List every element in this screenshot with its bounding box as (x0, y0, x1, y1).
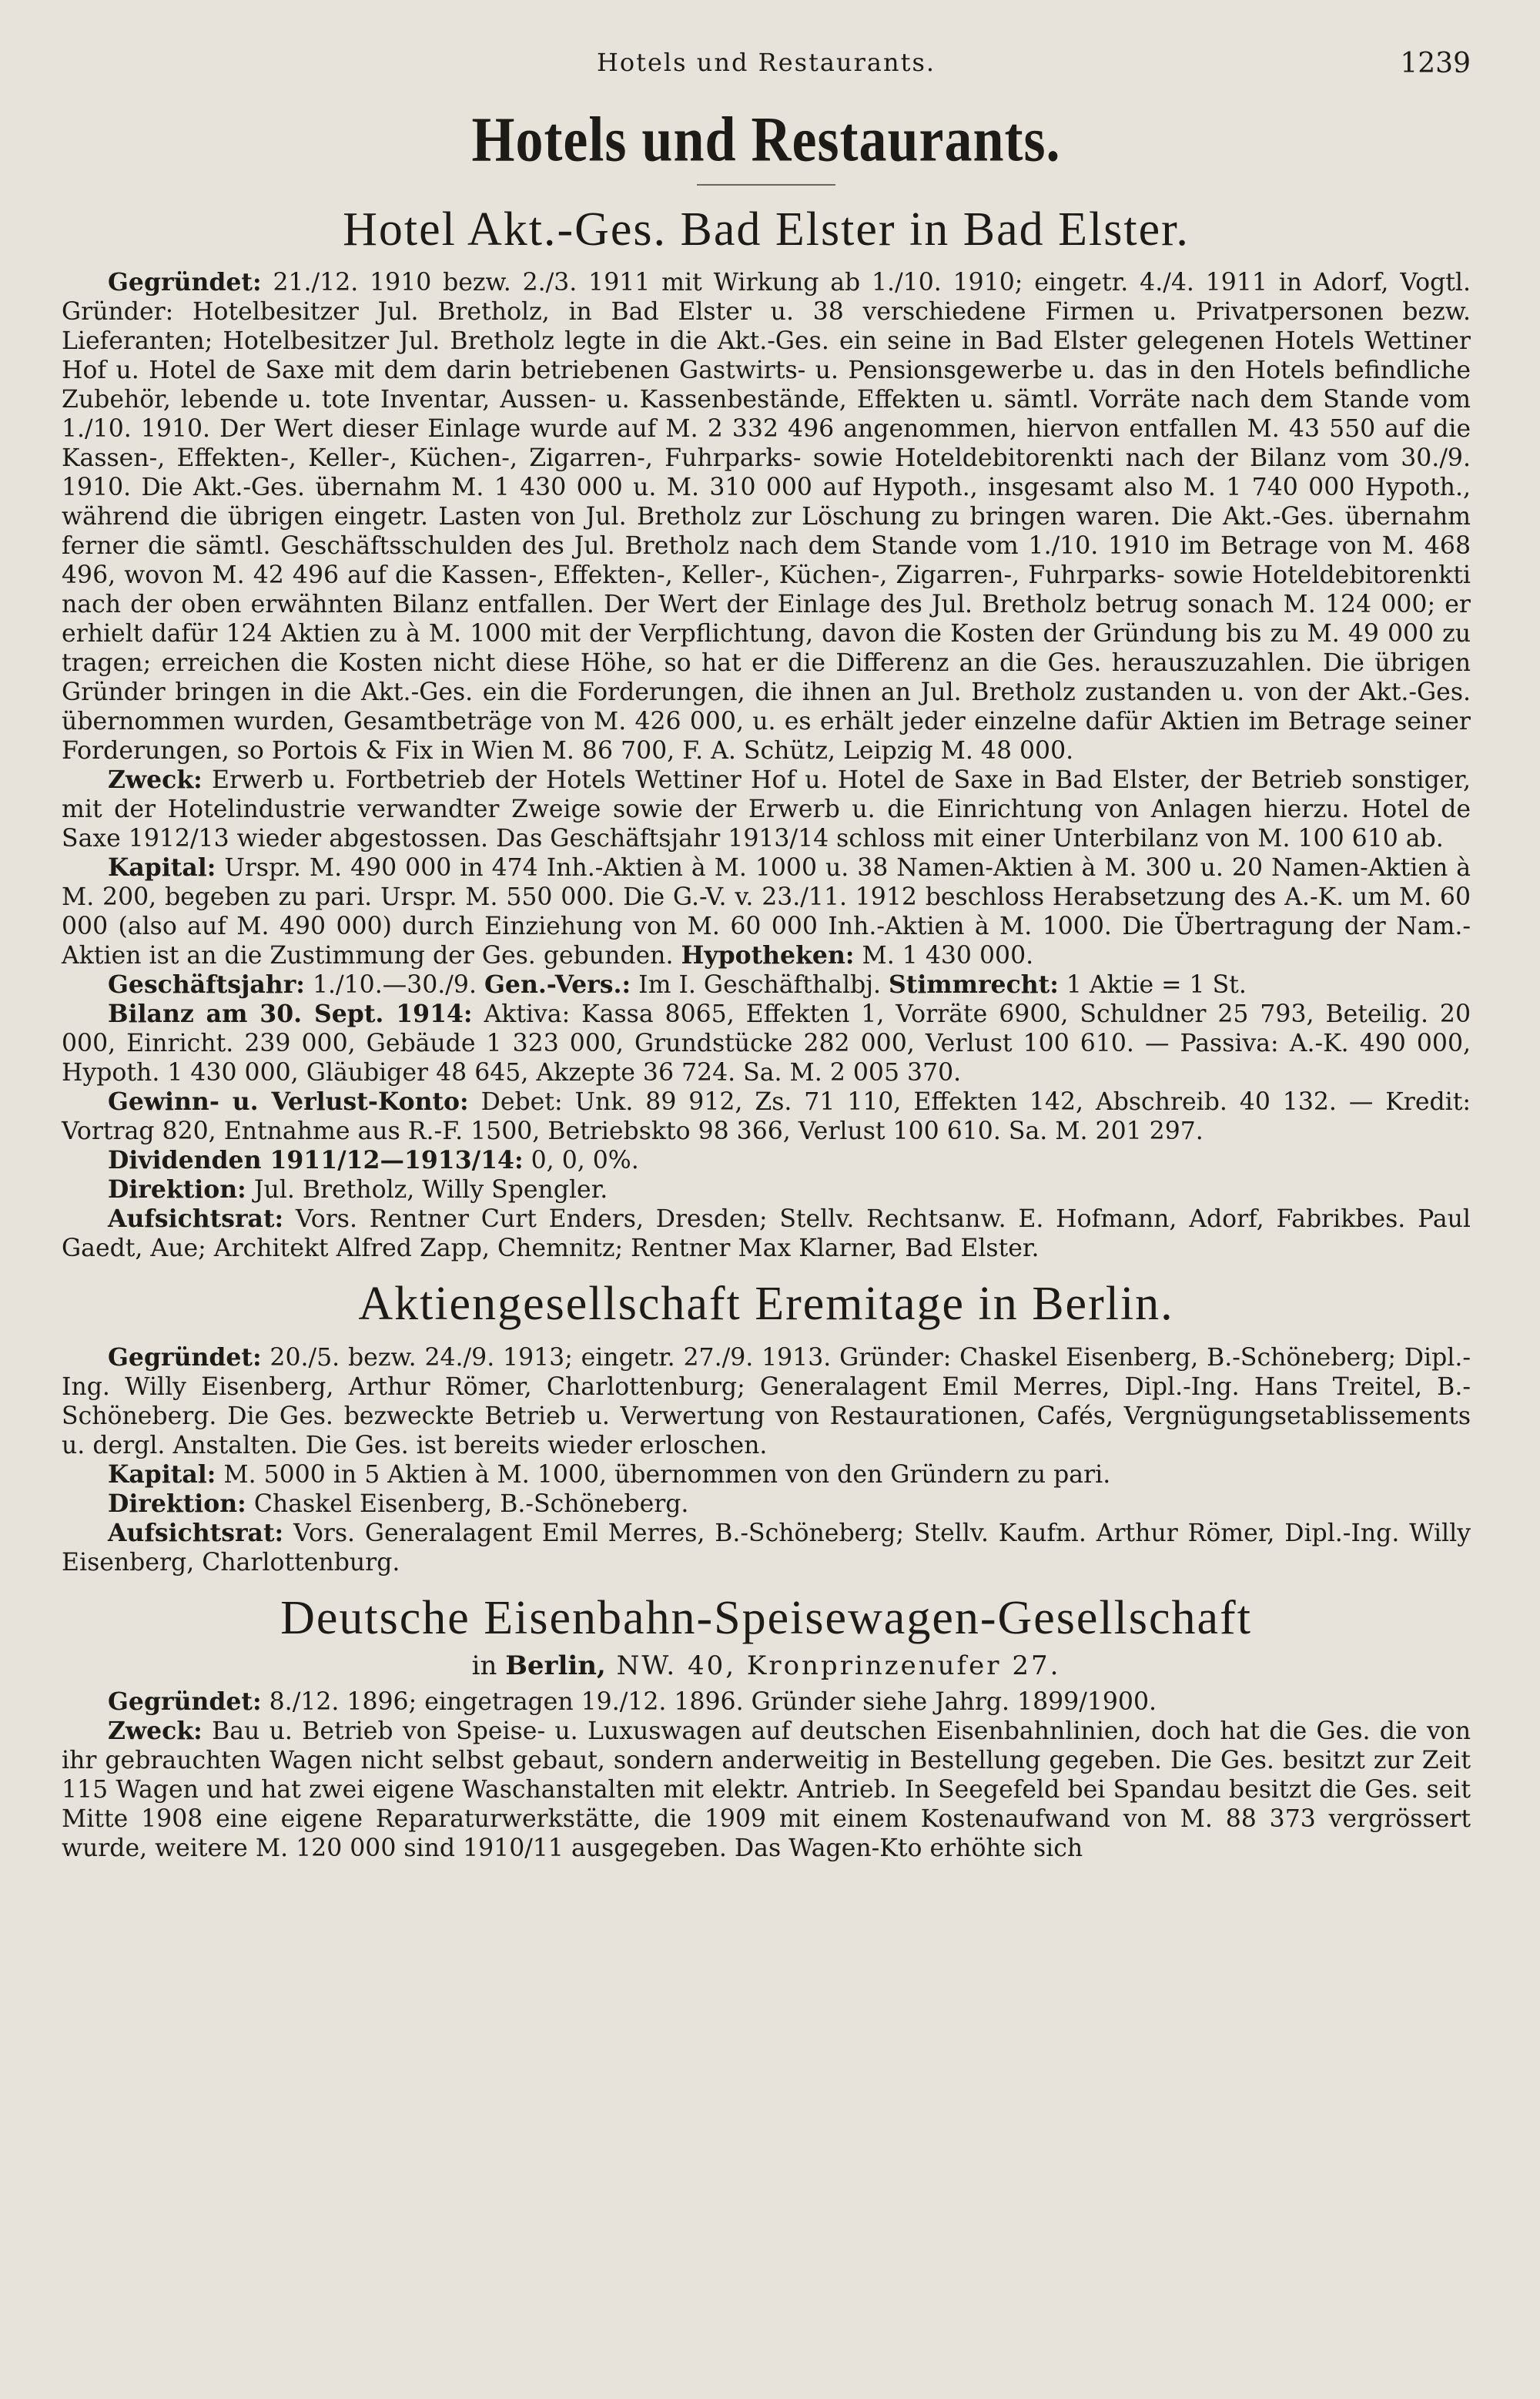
entry-kapital (62, 853, 1471, 970)
address-city: Berlin, (505, 1650, 606, 1682)
entry-label: Gegründet: (108, 1342, 262, 1372)
entry-zweck (62, 766, 1471, 853)
entry-label-hypotheken: Hypotheken: (681, 941, 855, 970)
entry-label: Gegründet: (108, 1687, 262, 1717)
company-address (62, 1650, 1471, 1681)
entry-label: Aufsichtsrat: (108, 1518, 284, 1547)
company-title: Deutsche Eisenbahn-Speisewagen-Gesellschaft (280, 1591, 1252, 1644)
section-title: Hotels und Restaurants. (471, 103, 1061, 175)
entry-dividenden (62, 1146, 1471, 1175)
company-speisewagen (62, 1591, 1471, 1863)
company-eremitage (62, 1277, 1471, 1576)
entry-text-stimmrecht: 1 Aktie = 1 St. (1058, 971, 1247, 1000)
entry-label: Direktion: (108, 1489, 246, 1518)
entry-label: Gewinn- u. Verlust-Konto: (108, 1087, 469, 1117)
address-prefix: in (471, 1650, 506, 1682)
entry-label-stimmrecht: Stimmrecht: (889, 970, 1059, 1000)
entry-text: Vors. Rentner Curt Enders, Dresden; Stellv. Rechtsanw. E. Hofmann, Adorf, Fabrikbes. Paul Gaedt, Aue; Architekt Alfred Zapp, Chemnitz; Rentner Max Klarner, Bad Elster. (62, 1205, 1471, 1263)
entry-text: 0, 0, 0%. (523, 1147, 639, 1175)
company-title: Aktiengesellschaft Eremitage in Berlin. (358, 1278, 1174, 1331)
entry-gegruendet (62, 1343, 1471, 1460)
entry-label: Aufsichtsrat: (108, 1205, 284, 1234)
entry-label: Zweck: (108, 766, 203, 795)
entry-label: Gegründet: (108, 268, 262, 297)
entry-text: Bau u. Betrieb von Speise- u. Luxuswagen auf deutschen Eisenbahnlinien, doch hat die Ges. die von ihr gebrauchten Wagen nicht selbst gebaut, sondern anderweitig in Bestellung gegeben. Die Ges. besitzt zur Zeit 115 Wagen und hat zwei eigene Waschanstalten mit elektr. Antrieb. In Seegefeld bei Spandau besitzt die Ges. seit Mitte 1908 eine eigene Reparaturwerkstätte, die 1909 mit einem Kostenaufwand von M. 88 373 vergrössert wurde, weitere M. 120 000 sind 1910/11 ausgegeben. Das Wagen-Kto erhöhte sich (62, 1717, 1471, 1863)
entry-text: Vors. Generalagent Emil Merres, B.-Schöneberg; Stellv. Kaufm. Arthur Römer, Dipl.-Ing. Willy Eisenberg, Charlottenburg. (62, 1519, 1471, 1576)
entry-aufsichtsrat (62, 1205, 1471, 1263)
entry-text: 8./12. 1896; eingetragen 19./12. 1896. Gründer siehe Jahrg. 1899/1900. (261, 1688, 1157, 1717)
entry-text: M. 5000 in 5 Aktien à M. 1000, übernommen von den Gründern zu pari. (216, 1460, 1111, 1489)
entry-label: Dividenden 1911/12—1913/14: (108, 1146, 524, 1175)
entry-label: Bilanz am 30. Sept. 1914: (108, 1000, 473, 1029)
entry-text-hypotheken: M. 1 430 000. (854, 942, 1034, 970)
entry-text: Debet: Unk. 89 912, Zs. 71 110, Effekten 142, Abschreib. 40 132. — Kredit: Vortrag 820, Entnahme aus R.-F. 1500, Betriebskto 98 366, Verlust 100 610. Sa. M. 201 297. (62, 1088, 1471, 1146)
entry-text: 21./12. 1910 bezw. 2./3. 1911 mit Wirkung ab 1./10. 1910; eingetr. 4./4. 1911 in Adorf, Vogtl. Gründer: Hotelbesitzer Jul. Bretholz, in Bad Elster u. 38 verschiedene Firmen u. Privatpersonen bezw. Lieferanten; Hotelbesitzer Jul. Bretholz legte in die Akt.-Ges. ein seine in Bad Elster gelegenen Hotels Wettiner Hof u. Hotel de Saxe mit dem darin betriebenen Gastwirts- u. Pensionsgewerbe u. das in den Hotels befindliche Zubehör, lebende u. tote Inventar, Aussen- u. Kassenbestände, Effekten u. sämtl. Vorräte nach dem Stande vom 1./10. 1910. Der Wert dieser Einlage wurde auf M. 2 332 496 angenommen, hiervon entfallen M. 43 550 auf die Kassen-, Effekten-, Keller-, Küchen-, Zigarren-, Fuhrparks- sowie Hoteldebitorenkti nach der Bilanz vom 30./9. 1910. Die Akt.-Ges. übernahm M. 1 430 000 u. M. 310 000 auf Hypoth., insgesamt also M. 1 740 000 Hypoth., während die übrigen eingetr. Lasten von Jul. Bretholz zur Löschung zu bringen waren. Die Akt.-Ges. übernahm ferner die sämtl. Geschäftsschulden des Jul. Bretholz nach dem Stande vom 1./10. 1910 im Betrage von M. 468 496, wovon M. 42 496 auf die Kassen-, Effekten-, Keller-, Küchen-, Zigarren-, Fuhrparks- sowie Hoteldebitorenkti nach der oben erwähnten Bilanz entfallen. Der Wert der Einlage des Jul. Bretholz betrug sonach M. 124 000; er erhielt dafür 124 Aktien zu à M. 1000 mit der Verpflichtung, davon die Kosten der Gründung bis zu M. 49 000 zu tragen; erreichen die Kosten nicht diese Höhe, so hat er die Differenz an die Ges. herauszuzahlen. Die übrigen Gründer bringen in die Akt.-Ges. ein die Forderungen, die ihnen an Jul. Bretholz zustanden u. von der Akt.-Ges. übernommen wurden, Gesamtbeträge von M. 426 000, u. es erhält jeder einzelne dafür Aktien im Betrage seiner Forderungen, so Portois & Fix in Wien M. 86 700, F. A. Schütz, Leipzig M. 48 000. (62, 269, 1471, 766)
page (62, 0, 1471, 2399)
entry-bilanz (62, 1000, 1471, 1087)
entry-direktion (62, 1489, 1471, 1519)
entry-gewinn-verlust (62, 1087, 1471, 1146)
entry-label: Direktion: (108, 1175, 246, 1205)
entry-label: Geschäftsjahr: (108, 970, 305, 1000)
entry-label: Zweck: (108, 1717, 203, 1746)
entry-kapital (62, 1460, 1471, 1489)
entry-text: Erwerb u. Fortbetrieb der Hotels Wettiner Hof u. Hotel de Saxe in Bad Elster, der Betrieb sonstiger, mit der Hotelindustrie verwandter Zweige sowie der Erwerb u. die Einrichtung von Anlagen hierzu. Hotel de Saxe 1912/13 wieder abgestossen. Das Geschäftsjahr 1913/14 schloss mit einer Unterbilanz von M. 100 610 ab. (62, 766, 1471, 853)
running-head (62, 48, 1471, 94)
address-street: NW. 40, Kronprinzenufer 27. (605, 1650, 1061, 1682)
entry-text: Aktiva: Kassa 8065, Effekten 1, Vorräte 6900, Schuldner 25 793, Beteilig. 20 000, Einricht. 239 000, Gebäude 1 323 000, Grundstücke 282 000, Verlust 100 610. — Passiva: A.-K. 490 000, Hypoth. 1 430 000, Gläubiger 48 645, Akzepte 36 724. Sa. M. 2 005 370. (62, 1000, 1471, 1087)
entry-text: 20./5. bezw. 24./9. 1913; eingetr. 27./9. 1913. Gründer: Chaskel Eisenberg, B.-Schöneberg; Dipl.-Ing. Willy Eisenberg, Arthur Römer, Charlottenburg; Generalagent Emil Merres, Dipl.-Ing. Hans Treitel, B.-Schöneberg. Die Ges. bezweckte Betrieb u. Verwertung von Restaurationen, Cafés, Vergnügungsetablissements u. dergl. Anstalten. Die Ges. ist bereits wieder erloschen. (62, 1343, 1471, 1459)
page-number: 1239 (1400, 48, 1471, 79)
entry-text: Urspr. M. 490 000 in 474 Inh.-Aktien à M. 1000 u. 38 Namen-Aktien à M. 300 u. 20 Namen-Aktien à M. 200, begeben zu pari. Urspr. M. 550 000. Die G.-V. v. 23./11. 1912 beschloss Herabsetzung des A.-K. um M. 60 000 (also auf M. 490 000) durch Einziehung von M. 60 000 Inh.-Aktien à M. 1000. Die Übertragung der Nam.-Aktien ist an die Zustimmung der Ges. gebunden. (62, 854, 1471, 970)
entry-zweck (62, 1717, 1471, 1863)
company-hotel-bad-elster (62, 203, 1471, 1263)
entry-text: Chaskel Eisenberg, B.-Schöneberg. (246, 1489, 689, 1518)
entry-gegruendet (62, 1687, 1471, 1717)
entry-geschaeftsjahr (62, 970, 1471, 1000)
entry-label: Kapital: (108, 853, 216, 883)
entry-aufsichtsrat (62, 1519, 1471, 1577)
running-title: Hotels und Restaurants. (596, 48, 936, 77)
company-title: Hotel Akt.-Ges. Bad Elster in Bad Elster. (343, 203, 1190, 256)
entry-label-gen-vers: Gen.-Vers.: (484, 970, 631, 1000)
entry-text: 1./10.—30./9. (304, 971, 477, 1000)
divider (697, 184, 835, 186)
entry-gegruendet (62, 268, 1471, 766)
entry-text-gen-vers: Im I. Geschäfthalbj. (631, 971, 881, 1000)
entry-label: Kapital: (108, 1459, 216, 1489)
entry-direktion (62, 1175, 1471, 1205)
entry-text: Jul. Bretholz, Willy Spengler. (246, 1176, 608, 1205)
